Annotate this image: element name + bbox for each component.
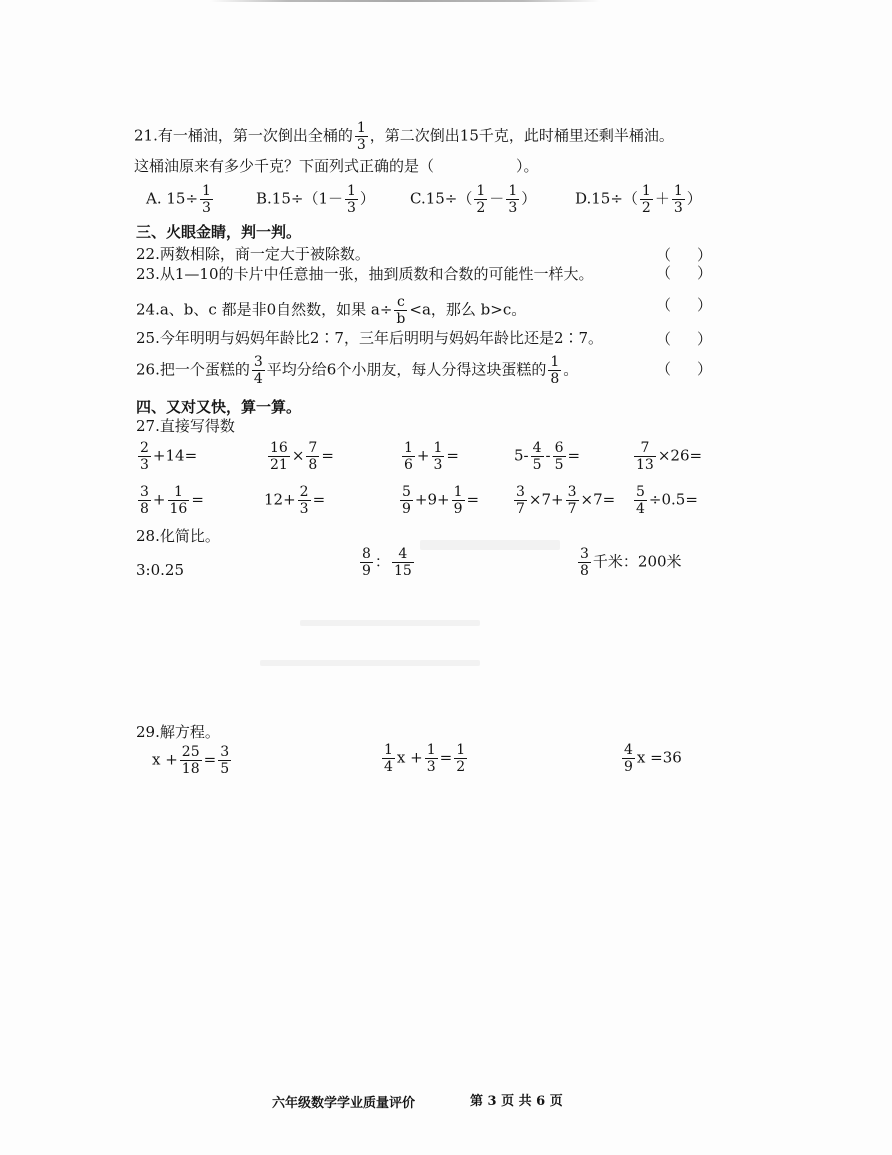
fraction: $\frac{4}{15}$ — [393, 546, 412, 579]
calc-item: $\frac{5}{4}$ ÷0.5= — [636, 484, 698, 517]
equation-item: $\frac{4}{9}$ x =36 — [624, 742, 682, 775]
scan-smudge — [300, 620, 480, 626]
fraction: $\frac{1}{4}$ — [384, 742, 393, 775]
question-21-line-2: 这桶油原来有多少千克？下面列式正确的是（ ）。 — [134, 157, 539, 175]
fraction: $\frac{2}{3}$ — [140, 440, 149, 473]
question-27-title: 27.直接写得数 — [136, 417, 235, 435]
fraction: $\frac{1}{3}$ — [508, 183, 518, 216]
fraction: $\frac{1}{2}$ — [476, 183, 486, 216]
fraction: $\frac{1}{3}$ — [426, 742, 436, 775]
fraction: $\frac{1}{16}$ — [169, 484, 188, 517]
calc-item: $\frac{16}{21}$ × $\frac{7}{8}$ = — [270, 440, 334, 473]
fraction: $\frac{3}{8}$ — [580, 546, 589, 579]
answer-bracket-26[interactable]: （ ） — [656, 360, 713, 378]
option-c: C.15÷（ $\frac{1}{2}$ － $\frac{1}{3}$ ） — [410, 183, 537, 216]
answer-bracket-22[interactable]: （ ） — [656, 246, 713, 264]
fraction: $\frac{7}{13}$ — [636, 440, 654, 473]
question-29-title: 29.解方程。 — [136, 723, 220, 741]
page-number: 第 3 页 共 6 页 — [470, 1094, 563, 1109]
calc-item: $\frac{1}{6}$ + $\frac{1}{3}$ = — [404, 440, 459, 473]
footer-title: 六年级数学学业质量评价 — [272, 1096, 416, 1111]
calc-item: 12+ $\frac{2}{3}$ = — [264, 484, 326, 517]
ratio-item: $\frac{8}{9}$ ： $\frac{4}{15}$ — [362, 546, 412, 579]
fraction: $\frac{c}{b}$ — [396, 294, 406, 327]
fraction: $\frac{6}{5}$ — [554, 440, 564, 473]
fraction: $\frac{8}{9}$ — [362, 546, 371, 579]
scan-smudge — [420, 540, 560, 550]
question-28-title: 28.化简比。 — [136, 527, 220, 545]
fraction: $\frac{5}{4}$ — [636, 484, 645, 517]
fraction: $\frac{3}{4}$ — [253, 354, 263, 387]
answer-bracket-23[interactable]: （ ） — [656, 264, 713, 282]
equation-item: x + $\frac{25}{18}$ = $\frac{3}{5}$ — [152, 744, 230, 777]
ratio-item: 3:0.25 — [136, 561, 184, 579]
fraction: $\frac{1}{8}$ — [550, 354, 560, 387]
question-24: 24.a、b、c 都是非0自然数，如果 a÷ $\frac{c}{b}$ <a，那么 b>c。 — [136, 294, 527, 327]
answer-bracket-25[interactable]: （ ） — [656, 330, 713, 348]
fraction: $\frac{1}{9}$ — [453, 484, 463, 517]
fraction: $\frac{1}{3}$ — [347, 183, 356, 216]
fraction: $\frac{4}{9}$ — [624, 742, 633, 775]
calc-item: 5- $\frac{4}{5}$ - $\frac{6}{5}$ = — [514, 440, 581, 473]
option-b: B.15÷（1－ $\frac{1}{3}$ ） — [256, 183, 375, 216]
section-4-heading: 四、又对又快，算一算。 — [136, 398, 302, 416]
section-3-heading: 三、火眼金睛，判一判。 — [136, 223, 302, 241]
fraction: $\frac{3}{5}$ — [220, 744, 230, 777]
fraction: $\frac{1}{3}$ — [202, 183, 211, 216]
fraction: $\frac{4}{5}$ — [532, 440, 542, 473]
fraction: $\frac{16}{21}$ — [270, 440, 288, 473]
fraction: $\frac{1}{3}$ — [673, 183, 683, 216]
question-21-line-1: 21.有一桶油，第一次倒出全桶的 $\frac{1}{3}$ ，第二次倒出15千克，此时桶里还剩半桶油。 — [134, 120, 674, 153]
ratio-item: $\frac{3}{8}$ 千米：200米 — [580, 546, 682, 579]
question-25: 25.今年明明与妈妈年龄比2∶7，三年后明明与妈妈年龄比还是2∶7。 — [136, 329, 604, 347]
fraction: $\frac{1}{6}$ — [404, 440, 413, 473]
fraction: $\frac{1}{2}$ — [456, 742, 466, 775]
fraction: $\frac{1}{3}$ — [433, 440, 443, 473]
question-22: 22.两数相除，商一定大于被除数。 — [136, 245, 370, 263]
fraction: $\frac{3}{7}$ — [516, 484, 525, 517]
fraction: $\frac{1}{2}$ — [641, 183, 651, 216]
fraction: $\frac{3}{7}$ — [567, 484, 577, 517]
fraction: $\frac{3}{8}$ — [140, 484, 149, 517]
answer-bracket-24[interactable]: （ ） — [656, 296, 713, 314]
question-23: 23.从1—10的卡片中任意抽一张，抽到质数和合数的可能性一样大。 — [136, 265, 594, 283]
fraction: $\frac{7}{8}$ — [308, 440, 318, 473]
fraction: $\frac{5}{9}$ — [402, 484, 411, 517]
fraction: $\frac{2}{3}$ — [299, 484, 309, 517]
option-a: A. 15÷ $\frac{1}{3}$ — [146, 183, 211, 216]
question-26: 26.把一个蛋糕的 $\frac{3}{4}$ 平均分给6个小朋友，每人分得这块蛋糕的 $\frac{1}{8}$ 。 — [136, 354, 579, 387]
calc-item: $\frac{5}{9}$ +9+ $\frac{1}{9}$ = — [402, 484, 480, 517]
calc-item: $\frac{3}{7}$ ×7+ $\frac{3}{7}$ ×7= — [516, 484, 616, 517]
equation-item: $\frac{1}{4}$ x + $\frac{1}{3}$ = $\frac{1}{2}$ — [384, 742, 466, 775]
page-top-edge — [210, 0, 600, 2]
calc-item: $\frac{7}{13}$ ×26= — [636, 440, 703, 473]
option-d: D.15÷（ $\frac{1}{2}$ ＋ $\frac{1}{3}$ ） — [575, 183, 702, 216]
scan-smudge — [260, 660, 480, 666]
calc-item: $\frac{2}{3}$ +14= — [140, 440, 198, 473]
fraction: $\frac{1}{3}$ — [356, 120, 366, 153]
calc-item: $\frac{3}{8}$ + $\frac{1}{16}$ = — [140, 484, 204, 517]
fraction: $\frac{25}{18}$ — [181, 744, 200, 777]
